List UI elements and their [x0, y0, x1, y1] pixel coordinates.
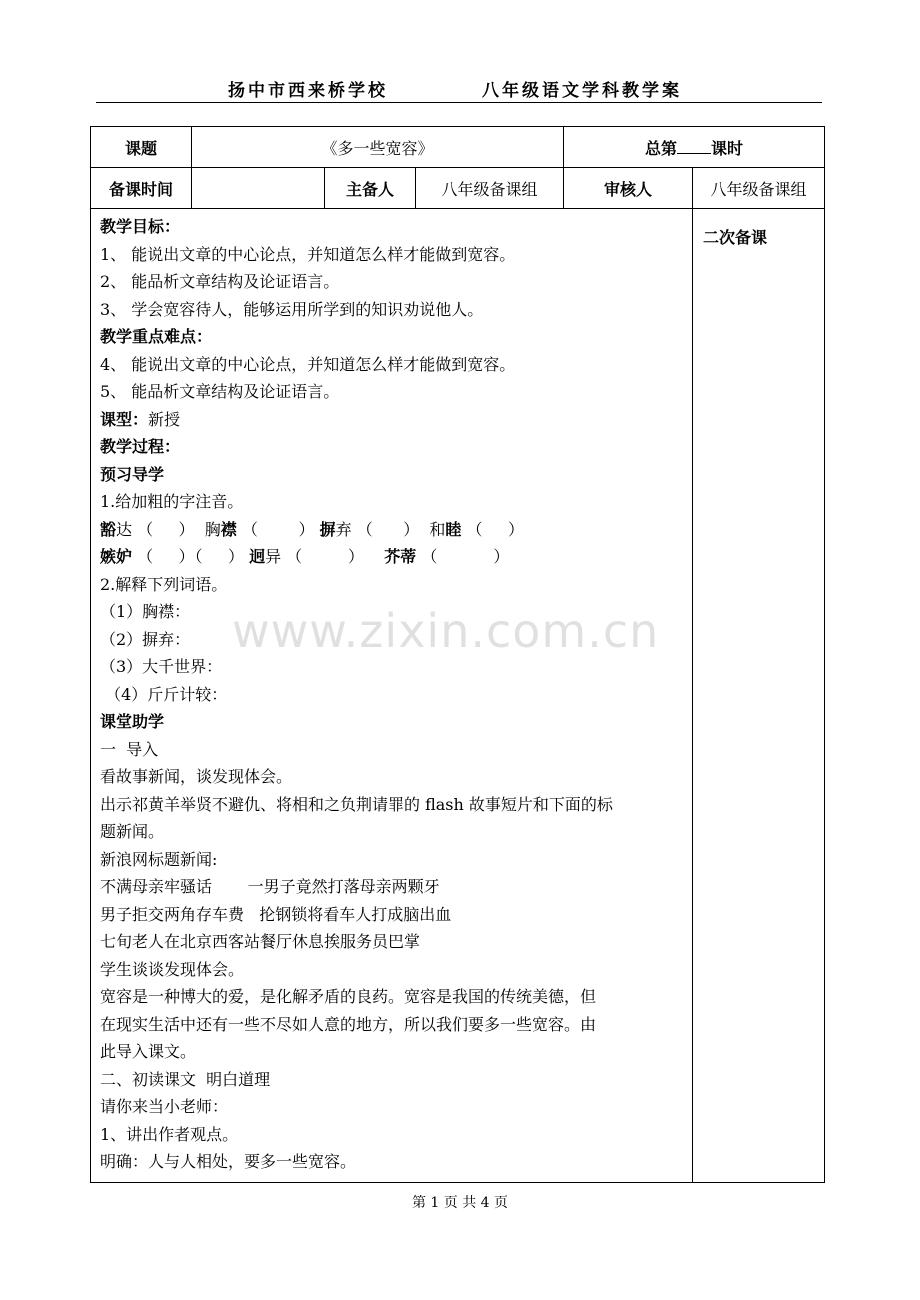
lesson-suffix: 课时: [711, 138, 744, 158]
news-headline: 七旬老人在北京西客站餐厅休息挨服务员巴掌: [100, 932, 421, 951]
lesson-type-value: 新授: [148, 409, 181, 429]
lesson-number-blank: [677, 139, 711, 154]
lesson-prefix: 总第: [644, 138, 677, 158]
heading-objectives: 教学目标：: [100, 217, 181, 236]
bold-char: 摒: [319, 519, 336, 539]
pinyin-row: [100, 543, 684, 571]
paragraph-line: 出示祁黄羊举贤不避仇、将相和之负荆请罪的 flash 故事短片和下面的标: [100, 794, 613, 814]
paragraph-line: 请你来当小老师：: [100, 1097, 229, 1116]
pinyin-text: （ ）: [236, 519, 320, 539]
second-prep-label: 二次备课: [703, 228, 768, 247]
objective-item: 2、 能品析文章结构及论证语言。: [100, 272, 340, 291]
paragraph-line: 题新闻。: [100, 822, 165, 841]
heading-classroom: 课堂助学: [100, 712, 165, 731]
prep-time-value: [192, 168, 325, 209]
bold-char: 豁: [100, 519, 117, 539]
pinyin-text: （ ）: [461, 519, 524, 539]
paragraph-line: 看故事新闻，谈发现体会。: [100, 767, 293, 786]
pinyin-text: 达 （ ） 胸: [116, 519, 221, 539]
vocab-item: （3）大千世界：: [100, 657, 223, 676]
paragraph-line: 在现实生活中还有一些不尽如人意的地方，所以我们要多一些宽容。由: [100, 1014, 597, 1034]
lead-value: 八年级备课组: [416, 168, 564, 209]
news-headline: 男子拒交两角存车费 抡钢锁将看车人打成脑出血: [100, 904, 452, 924]
subject-title: 八年级语文学科教学案: [482, 81, 682, 101]
school-name: 扬中市西来桥学校: [228, 81, 388, 101]
page-footer: 第 1 页 共 4 页: [411, 1195, 509, 1211]
bold-char: 襟: [220, 519, 237, 539]
bold-char: 睦: [445, 519, 462, 539]
objective-item: 3、 学会宽容待人，能够运用所学到的知识劝说他人。: [100, 299, 484, 319]
page-header: [96, 74, 822, 103]
topic-value: 《多一些宽容》: [192, 127, 564, 168]
topic-label: 课题: [91, 127, 192, 168]
pinyin-row: [100, 516, 684, 544]
bold-char: 芥蒂: [384, 547, 417, 566]
lesson-type-line: [100, 406, 684, 434]
exercise-instruction: 2.解释下列词语。: [100, 574, 228, 594]
section-title: 二、初读课文 明白道理: [100, 1069, 271, 1089]
paragraph-line: 学生谈谈发现体会。: [100, 959, 245, 979]
vocab-item: （4）斤斤计较：: [100, 684, 228, 704]
bold-char: 嫉妒: [100, 547, 133, 566]
heading-process: 教学过程：: [100, 437, 181, 456]
vocab-item: （2）摒弃：: [100, 629, 191, 649]
paragraph-line: 新浪网标题新闻:: [100, 849, 218, 869]
pinyin-text: 弃 （ ） 和: [335, 519, 446, 539]
paragraph-line: 1、讲出作者观点。: [100, 1124, 239, 1144]
reviewer-label: 审核人: [564, 168, 693, 209]
key-point-item: 5、 能品析文章结构及论证语言。: [100, 382, 340, 401]
second-prep-column: [693, 209, 825, 1183]
pinyin-text: 异 （ ）: [265, 547, 385, 566]
paragraph-line: 此导入课文。: [100, 1042, 197, 1061]
section-title: 一 导入: [100, 739, 159, 759]
heading-key-points: 教学重点难点：: [100, 327, 213, 346]
pinyin-text: （ ）（ ）: [132, 547, 250, 566]
watermark: www.zixin.com.cn: [232, 604, 660, 658]
key-point-item: 4、 能说出文章的中心论点，并知道怎么样才能做到宽容。: [100, 354, 516, 374]
lesson-number: [564, 127, 825, 168]
news-headline: 不满母亲牢骚话 一男子竟然打落母亲两颗牙: [100, 877, 440, 896]
bold-char: 迥: [249, 547, 266, 566]
objective-item: 1、 能说出文章的中心论点，并知道怎么样才能做到宽容。: [100, 244, 516, 264]
lesson-content: [91, 209, 693, 1183]
lesson-type-label: 课型：: [100, 409, 149, 429]
paragraph-line: 宽容是一种博大的爱，是化解矛盾的良药。宽容是我国的传统美德，但: [100, 987, 597, 1006]
exercise-instruction: 1.给加粗的字注音。: [100, 492, 244, 511]
prep-time-label: 备课时间: [91, 168, 192, 209]
reviewer-value: 八年级备课组: [693, 168, 825, 209]
heading-preview: 预习导学: [100, 464, 165, 484]
lead-label: 主备人: [325, 168, 416, 209]
pinyin-text: （ ）: [416, 547, 510, 566]
vocab-item: （1）胸襟：: [100, 602, 191, 621]
paragraph-line: 明确：人与人相处，要多一些宽容。: [100, 1152, 357, 1171]
